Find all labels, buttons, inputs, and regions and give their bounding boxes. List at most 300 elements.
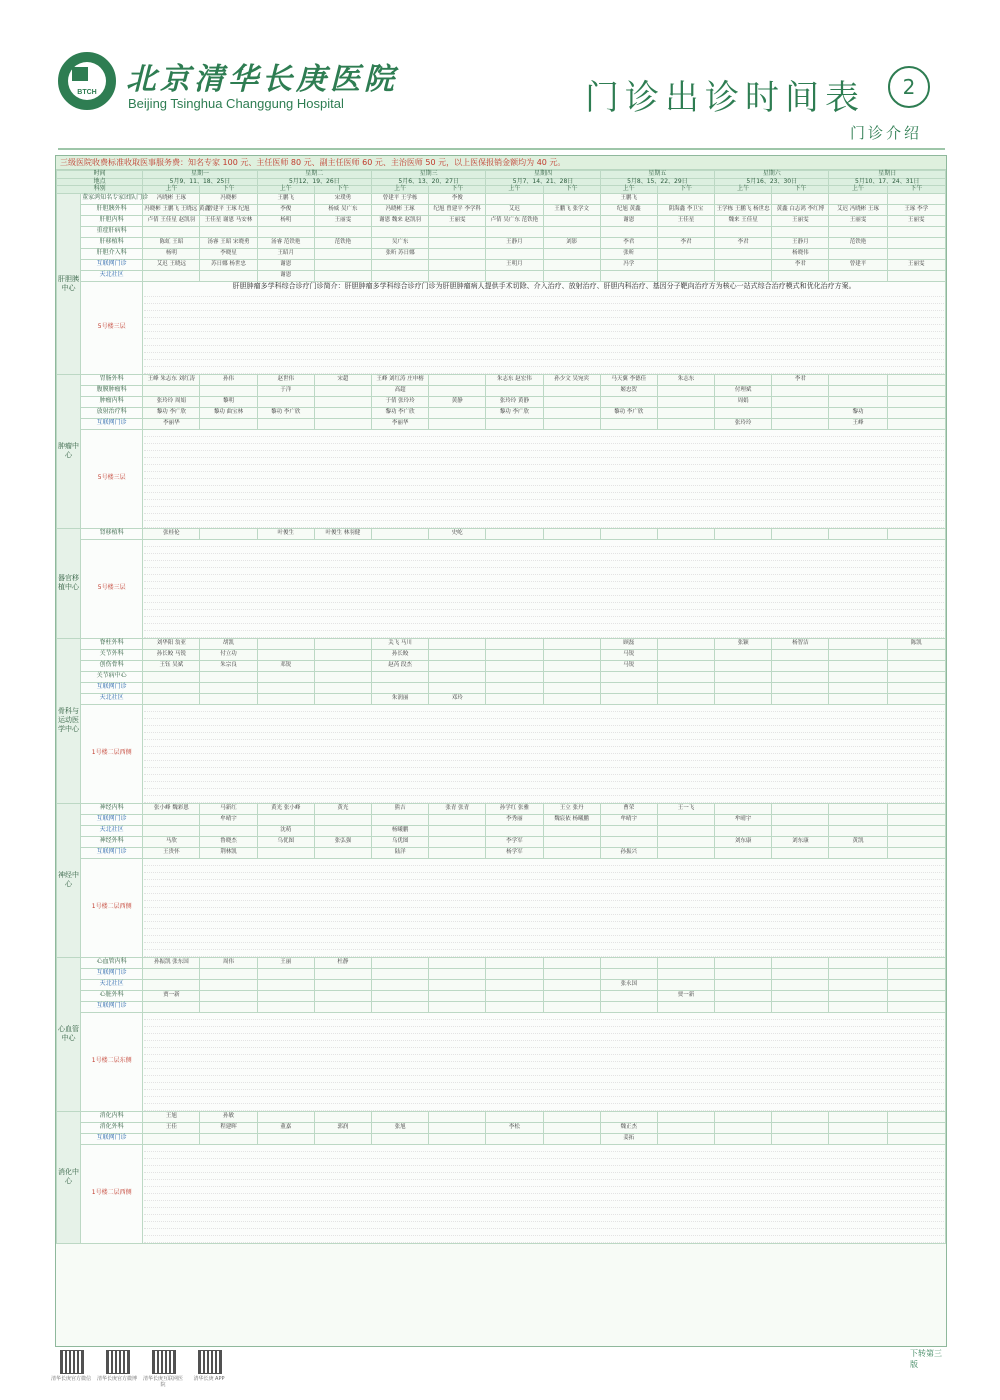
qr-label: 清华长庚互联网医院: [143, 1376, 184, 1388]
description-text-line: [144, 472, 944, 479]
schedule-cell: [887, 847, 945, 858]
schedule-cell: [314, 847, 371, 858]
schedule-cell: 李俊: [429, 193, 486, 204]
schedule-cell: [486, 660, 543, 671]
day-header: 星期五: [600, 171, 714, 179]
center-label: 消化中心: [57, 1111, 81, 1243]
description-text-line: [144, 796, 944, 803]
schedule-cell: [829, 693, 887, 704]
description-text-line: [144, 554, 944, 561]
schedule-cell: 魏来 王佳星: [715, 215, 772, 226]
dept-label: 关节病中心: [81, 671, 143, 682]
description-intro: 肝胆肿瘤多学科综合诊疗门诊简介：肝胆肿瘤多学科综合诊疗门诊为肝胆肿瘤病人提供手术切除、介入治疗、放射治疗、肝胆内科治疗、基因分子靶向治疗方为核心一站式综合治疗模式和优化治疗方案。: [232, 281, 856, 290]
schedule-cell: [143, 682, 200, 693]
schedule-cell: 冯学: [600, 259, 657, 270]
schedule-cell: 周娟: [715, 396, 772, 407]
schedule-cell: 杨学军: [486, 847, 543, 858]
day-header: 星期三: [371, 171, 485, 179]
schedule-cell: [715, 847, 772, 858]
schedule-cell: 魏正杰: [600, 1122, 657, 1133]
description-text-line: [144, 540, 944, 547]
schedule-cell: [143, 825, 200, 836]
schedule-cell: 谢恩: [600, 215, 657, 226]
schedule-cell: 李君: [772, 374, 829, 385]
description-text-line: [144, 1173, 944, 1180]
schedule-cell: [429, 1001, 486, 1012]
schedule-cell: 黎功: [829, 407, 887, 418]
schedule-cell: 艾迟 冯晓彬 王琢: [829, 204, 887, 215]
schedule-cell: [887, 528, 945, 539]
pm-header: 下午: [657, 186, 714, 194]
schedule-cell: [143, 385, 200, 396]
description-text-line: [144, 1013, 944, 1020]
am-header: 上午: [829, 186, 887, 194]
schedule-cell: [657, 1001, 714, 1012]
description-text-line: [144, 451, 944, 458]
dept-label: 互联网门诊: [81, 968, 143, 979]
schedule-cell: 杨明: [143, 248, 200, 259]
schedule-cell: [600, 418, 657, 429]
schedule-cell: [429, 979, 486, 990]
description-text-line: [144, 1027, 944, 1034]
schedule-cell: [143, 1133, 200, 1144]
schedule-cell: [429, 957, 486, 968]
dept-label: 肿瘤内科: [81, 396, 143, 407]
schedule-cell: 孙少文 吴宛宾: [543, 374, 600, 385]
pm-header: 下午: [772, 186, 829, 194]
page-number-badge: 2: [888, 66, 930, 108]
schedule-cell: 张弘强: [314, 836, 371, 847]
schedule-cell: [314, 259, 371, 270]
schedule-cell: 付立功: [200, 649, 257, 660]
pm-header: 下午: [314, 186, 371, 194]
schedule-cell: 马新红: [200, 803, 257, 814]
center-label: 神经中心: [57, 803, 81, 957]
description-text-line: [144, 1145, 944, 1152]
schedule-cell: [772, 418, 829, 429]
schedule-cell: 张昕 苏日娜: [371, 248, 428, 259]
description-text-line: [144, 631, 944, 638]
day-header: 星期四: [486, 171, 600, 179]
schedule-cell: [543, 396, 600, 407]
schedule-cell: [829, 528, 887, 539]
schedule-cell: [314, 270, 371, 281]
schedule-cell: [657, 836, 714, 847]
schedule-cell: 朱志东 赵宏伟: [486, 374, 543, 385]
dept-label: 消化外科: [81, 1122, 143, 1133]
qr-code-icon: [198, 1350, 222, 1374]
schedule-cell: [829, 660, 887, 671]
schedule-cell: 杨晓伟: [772, 248, 829, 259]
schedule-cell: [772, 407, 829, 418]
schedule-cell: [600, 1111, 657, 1122]
qr-code-icon: [106, 1350, 130, 1374]
schedule-cell: 王佳星: [657, 215, 714, 226]
schedule-cell: 付理斌: [715, 385, 772, 396]
schedule-cell: [543, 1001, 600, 1012]
schedule-cell: [257, 682, 314, 693]
schedule-cell: [486, 649, 543, 660]
schedule-cell: [486, 226, 543, 237]
schedule-cell: [772, 979, 829, 990]
schedule-cell: 冯晓彬 王琢: [371, 204, 428, 215]
schedule-cell: [772, 226, 829, 237]
schedule-cell: [715, 1111, 772, 1122]
description-text-line: [144, 318, 944, 325]
section-description: [143, 429, 946, 528]
schedule-cell: 李秀丽: [486, 814, 543, 825]
schedule-cell: 王峰: [829, 418, 887, 429]
schedule-cell: [772, 1001, 829, 1012]
schedule-cell: [371, 814, 428, 825]
day-header: 星期六: [715, 171, 829, 179]
schedule-cell: [257, 1111, 314, 1122]
schedule-cell: [143, 693, 200, 704]
schedule-cell: [543, 957, 600, 968]
header-divider: [58, 148, 945, 150]
schedule-cell: [887, 968, 945, 979]
schedule-cell: [829, 968, 887, 979]
schedule-cell: 张玲玲 黄静: [486, 396, 543, 407]
schedule-cell: 卢倩 吴广东 范铁艳: [486, 215, 543, 226]
schedule-cell: [486, 418, 543, 429]
description-text-line: [144, 880, 944, 887]
dept-label: 互联网门诊: [81, 1001, 143, 1012]
schedule-cell: 曾建平: [829, 259, 887, 270]
schedule-cell: 周伟: [200, 957, 257, 968]
dept-label: 互联网门诊: [81, 814, 143, 825]
schedule-cell: 王丽雯: [772, 215, 829, 226]
schedule-cell: [257, 649, 314, 660]
schedule-cell: [600, 682, 657, 693]
schedule-cell: [657, 385, 714, 396]
schedule-cell: [429, 814, 486, 825]
schedule-cell: [314, 968, 371, 979]
page-subtitle: 门诊介绍: [850, 124, 923, 142]
dept-label: 互联网门诊: [81, 847, 143, 858]
schedule-cell: [314, 248, 371, 259]
schedule-cell: 邓锐: [257, 660, 314, 671]
schedule-cell: [715, 1122, 772, 1133]
description-text-line: [144, 747, 944, 754]
schedule-cell: 王静月: [772, 237, 829, 248]
schedule-cell: [429, 407, 486, 418]
schedule-cell: [429, 671, 486, 682]
schedule-cell: [657, 248, 714, 259]
schedule-cell: 牟晴宇: [715, 814, 772, 825]
schedule-cell: [715, 374, 772, 385]
day-dates: 5月12、19、26日: [257, 178, 371, 186]
schedule-cell: [887, 814, 945, 825]
schedule-cell: 乌优图: [257, 836, 314, 847]
description-text-line: [144, 894, 944, 901]
schedule-cell: [486, 638, 543, 649]
description-text-line: [144, 339, 944, 346]
description-text-line: [144, 290, 944, 297]
description-text-line: [144, 1034, 944, 1041]
schedule-cell: [887, 693, 945, 704]
center-label: 心血管中心: [57, 957, 81, 1111]
schedule-cell: [314, 671, 371, 682]
schedule-cell: [715, 270, 772, 281]
schedule-cell: [314, 825, 371, 836]
schedule-cell: [543, 259, 600, 270]
description-text-line: [144, 915, 944, 922]
schedule-cell: 刘东康: [772, 836, 829, 847]
room-label: 1号楼二层西侧: [81, 858, 143, 957]
schedule-cell: 陆洋: [371, 847, 428, 858]
description-text-line: [144, 575, 944, 582]
schedule-cell: 王鹏飞 张学文: [543, 204, 600, 215]
description-text-line: [144, 437, 944, 444]
schedule-cell: [772, 814, 829, 825]
schedule-cell: [543, 660, 600, 671]
schedule-cell: [829, 825, 887, 836]
room-label: 1号楼二层西侧: [81, 1144, 143, 1243]
schedule-cell: 王一飞: [657, 803, 714, 814]
schedule-cell: 冯晓彬 王鹏飞 王晓远 黄鑫: [143, 204, 200, 215]
schedule-cell: [429, 270, 486, 281]
schedule-cell: [429, 682, 486, 693]
schedule-cell: 冯晓彬 王琢: [143, 193, 200, 204]
schedule-cell: [257, 1133, 314, 1144]
schedule-cell: 马天翼 李德佳: [600, 374, 657, 385]
schedule-cell: [314, 649, 371, 660]
schedule-cell: [829, 1122, 887, 1133]
schedule-cell: [486, 825, 543, 836]
schedule-cell: 郭润: [314, 1122, 371, 1133]
schedule-cell: [887, 803, 945, 814]
schedule-cell: 李君: [657, 237, 714, 248]
schedule-cell: 叶俊生 林羽健: [314, 528, 371, 539]
schedule-cell: [829, 1001, 887, 1012]
description-text-line: [144, 1069, 944, 1076]
schedule-cell: 杜静: [314, 957, 371, 968]
schedule-cell: 汤睿 王昭 宋晓勇: [200, 237, 257, 248]
schedule-cell: [143, 814, 200, 825]
schedule-cell: [486, 248, 543, 259]
pm-header: 下午: [887, 186, 945, 194]
qr-code-icon: [152, 1350, 176, 1374]
dept-label: 心血管内科: [81, 957, 143, 968]
schedule-table: [56, 170, 946, 1244]
schedule-cell: 赵世伟: [257, 374, 314, 385]
schedule-cell: [314, 396, 371, 407]
schedule-cell: [772, 649, 829, 660]
schedule-cell: [371, 671, 428, 682]
schedule-cell: 王立 张丹: [543, 803, 600, 814]
schedule-cell: 黎明: [200, 396, 257, 407]
schedule-cell: [887, 836, 945, 847]
description-text-line: [144, 740, 944, 747]
schedule-cell: [314, 1111, 371, 1122]
day-dates: 5月8、15、22、29日: [600, 178, 714, 186]
description-text-line: [144, 1041, 944, 1048]
schedule-cell: [772, 660, 829, 671]
description-text-line: [144, 304, 944, 311]
schedule-cell: 张玲玲: [715, 418, 772, 429]
schedule-cell: 黄光: [314, 803, 371, 814]
schedule-cell: 张青 张青: [429, 803, 486, 814]
schedule-cell: [772, 682, 829, 693]
schedule-cell: 李学军: [486, 836, 543, 847]
schedule-cell: [200, 968, 257, 979]
schedule-cell: [543, 1122, 600, 1133]
description-text-line: [144, 1020, 944, 1027]
schedule-cell: [314, 1001, 371, 1012]
description-text-line: [144, 782, 944, 789]
schedule-cell: [543, 847, 600, 858]
schedule-cell: [887, 396, 945, 407]
schedule-cell: [887, 957, 945, 968]
schedule-cell: [543, 418, 600, 429]
schedule-cell: [657, 649, 714, 660]
schedule-cell: 黄光 张小峰: [257, 803, 314, 814]
schedule-cell: [371, 226, 428, 237]
section-description: [143, 1012, 946, 1111]
description-text-line: [144, 353, 944, 360]
schedule-cell: [429, 1133, 486, 1144]
schedule-cell: 吴广东: [371, 237, 428, 248]
schedule-cell: 曾建平 王学栋: [371, 193, 428, 204]
schedule-cell: 王丽雯: [887, 215, 945, 226]
schedule-cell: 王峰 朱志东 刘红涛: [143, 374, 200, 385]
schedule-cell: 王丽雯: [887, 259, 945, 270]
schedule-cell: [429, 847, 486, 858]
schedule-cell: 程建晖: [200, 1122, 257, 1133]
description-text-line: [144, 859, 944, 866]
schedule-cell: [887, 374, 945, 385]
schedule-cell: [772, 803, 829, 814]
schedule-cell: [657, 193, 714, 204]
schedule-cell: 艾迟 王晓远: [143, 259, 200, 270]
schedule-cell: 阴海鑫 李卫宝: [657, 204, 714, 215]
am-header: 上午: [371, 186, 428, 194]
schedule-cell: [657, 270, 714, 281]
schedule-cell: 王鹏飞: [600, 193, 657, 204]
schedule-cell: [772, 1111, 829, 1122]
schedule-cell: [715, 803, 772, 814]
schedule-grid: [56, 170, 946, 1346]
schedule-cell: [314, 979, 371, 990]
schedule-cell: 朱宗良: [200, 660, 257, 671]
schedule-cell: [429, 836, 486, 847]
description-text-line: [144, 1083, 944, 1090]
center-label: 骨科与运动医学中心: [57, 638, 81, 803]
schedule-cell: [429, 825, 486, 836]
schedule-cell: 高超: [371, 385, 428, 396]
schedule-cell: [600, 693, 657, 704]
schedule-cell: 李晓星: [200, 248, 257, 259]
schedule-cell: [543, 979, 600, 990]
schedule-cell: [829, 803, 887, 814]
schedule-cell: [887, 407, 945, 418]
description-text-line: [144, 733, 944, 740]
schedule-cell: 董嘉: [257, 1122, 314, 1133]
corner-time-label: 时间: [57, 171, 143, 179]
schedule-cell: 牟晴宇: [600, 814, 657, 825]
description-text-line: [144, 589, 944, 596]
description-text-line: [144, 561, 944, 568]
schedule-cell: [829, 814, 887, 825]
schedule-cell: [887, 979, 945, 990]
schedule-cell: [257, 847, 314, 858]
description-text-line: [144, 908, 944, 915]
schedule-cell: [657, 693, 714, 704]
schedule-cell: [257, 396, 314, 407]
schedule-cell: [715, 528, 772, 539]
schedule-cell: [429, 237, 486, 248]
schedule-cell: [829, 193, 887, 204]
pm-header: 下午: [543, 186, 600, 194]
day-dates: 5月9、11、18、25日: [143, 178, 257, 186]
schedule-cell: 王鹏飞: [257, 193, 314, 204]
schedule-cell: 于倩 张玲玲: [371, 396, 428, 407]
schedule-cell: [715, 1133, 772, 1144]
schedule-cell: [486, 693, 543, 704]
schedule-cell: [257, 418, 314, 429]
schedule-cell: [829, 649, 887, 660]
logo-abbreviation: BTCH: [77, 89, 97, 96]
schedule-cell: [600, 968, 657, 979]
schedule-cell: 孙敏: [200, 1111, 257, 1122]
description-text-line: [144, 430, 944, 437]
schedule-cell: 王峰 刘红涛 庄申榕: [371, 374, 428, 385]
schedule-cell: [657, 638, 714, 649]
schedule-cell: 于洋: [257, 385, 314, 396]
schedule-cell: 王佳: [143, 1122, 200, 1133]
schedule-cell: [887, 649, 945, 660]
schedule-cell: 赵芮 段杰: [371, 660, 428, 671]
schedule-cell: [600, 270, 657, 281]
schedule-cell: [772, 957, 829, 968]
description-text-line: [144, 901, 944, 908]
schedule-cell: [371, 990, 428, 1001]
dept-label: 天北社区: [81, 693, 143, 704]
description-text-line: [144, 479, 944, 486]
dept-label: 天北社区: [81, 825, 143, 836]
schedule-cell: [829, 1111, 887, 1122]
description-text-line: [144, 866, 944, 873]
dept-label: 重症肝病科: [81, 226, 143, 237]
schedule-cell: 李俊: [257, 204, 314, 215]
schedule-cell: 王丽雯: [429, 215, 486, 226]
schedule-cell: [200, 226, 257, 237]
schedule-cell: [143, 226, 200, 237]
schedule-cell: [715, 407, 772, 418]
schedule-cell: [371, 270, 428, 281]
description-text-line: [144, 582, 944, 589]
dept-label: 神经外科: [81, 836, 143, 847]
description-text-line: [144, 873, 944, 880]
schedule-cell: [600, 957, 657, 968]
day-header: 星期日: [829, 171, 946, 179]
dept-label: 天北社区: [81, 979, 143, 990]
schedule-cell: 王旭: [143, 1111, 200, 1122]
schedule-cell: [314, 814, 371, 825]
description-text-line: [144, 547, 944, 554]
schedule-cell: 孙振凯 张东国: [143, 957, 200, 968]
description-text-line: [144, 493, 944, 500]
schedule-cell: 刘华阳 翁亚: [143, 638, 200, 649]
schedule-cell: [657, 968, 714, 979]
schedule-cell: [486, 270, 543, 281]
dept-label: 腹膜肿瘤科: [81, 385, 143, 396]
schedule-cell: [772, 990, 829, 1001]
schedule-cell: [429, 248, 486, 259]
schedule-cell: [772, 1133, 829, 1144]
schedule-cell: [314, 693, 371, 704]
